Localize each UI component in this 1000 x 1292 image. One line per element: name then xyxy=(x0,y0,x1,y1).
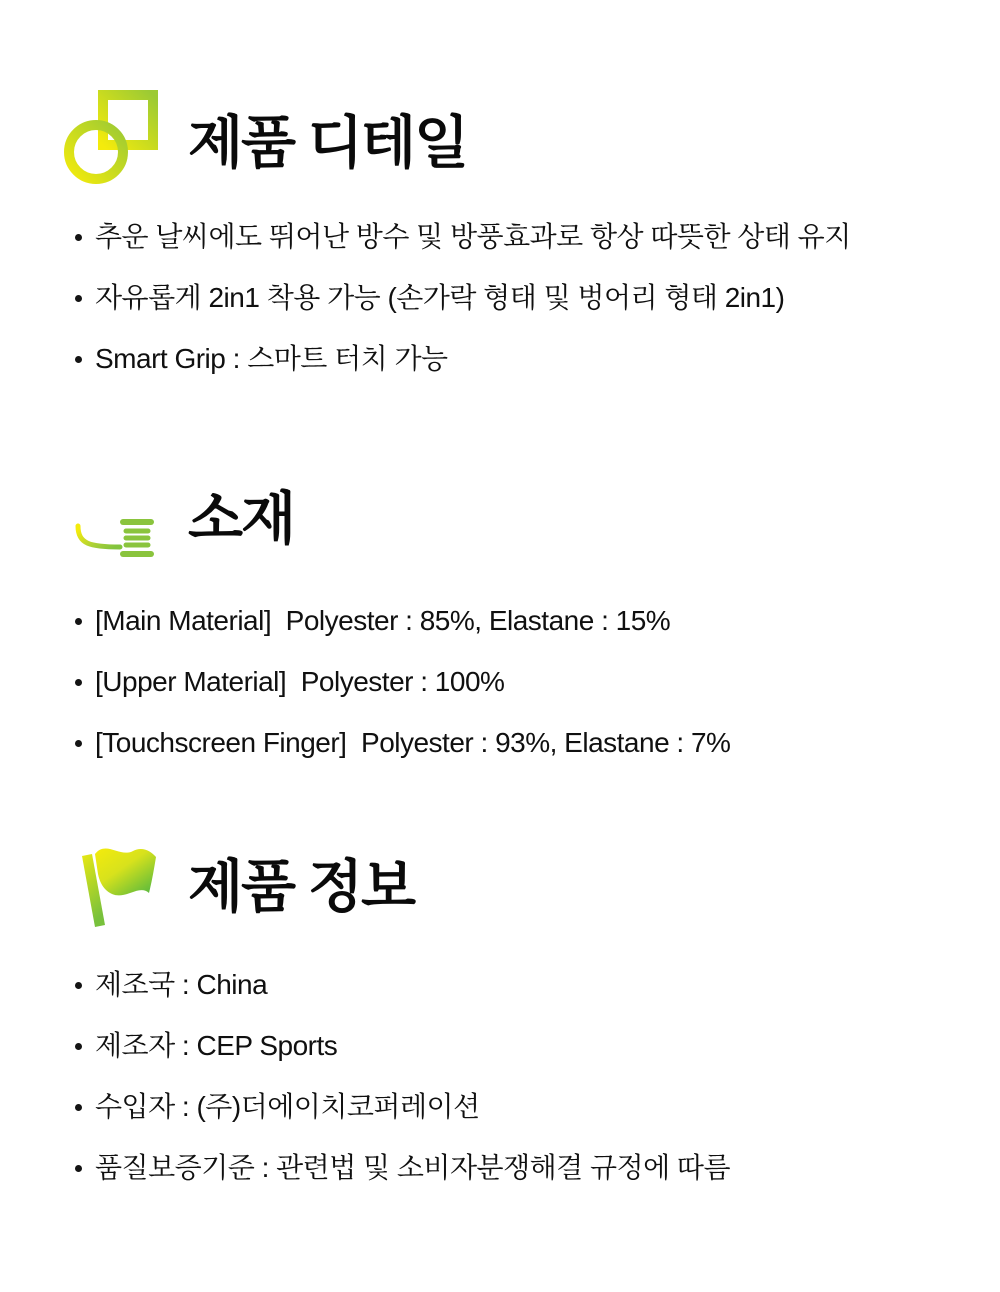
section-material xyxy=(62,464,960,760)
bullet-text: 품질보증기준 : 관련법 및 소비자분쟁해결 규정에 따름 xyxy=(95,1152,731,1183)
bullet-dot-icon xyxy=(75,740,82,747)
section-product-info xyxy=(62,832,960,1185)
section-header xyxy=(62,464,960,564)
list-item xyxy=(75,726,960,760)
bullet-dot-icon xyxy=(75,356,82,363)
bullet-list xyxy=(62,604,960,760)
fabric-spool-icon xyxy=(62,464,162,564)
bullet-text: 자유롭게 2in1 착용 가능 (손가락 형태 및 벙어리 형태 2in1) xyxy=(95,282,785,313)
bullet-list xyxy=(62,220,960,376)
list-item xyxy=(75,342,960,376)
bullet-dot-icon xyxy=(75,982,82,989)
bullet-text: 제조자 : CEP Sports xyxy=(95,1030,338,1061)
product-detail-page xyxy=(0,88,1000,1292)
bullet-text: 추운 날씨에도 뛰어난 방수 및 방풍효과로 항상 따뜻한 상태 유지 xyxy=(95,221,851,252)
section-title: 제품 디테일 xyxy=(188,111,468,175)
bullet-list xyxy=(62,968,960,1185)
bullet-dot-icon xyxy=(75,618,82,625)
bullet-dot-icon xyxy=(75,1165,82,1172)
section-title: 소재 xyxy=(188,487,295,551)
flag-icon xyxy=(62,832,162,932)
list-item xyxy=(75,1029,960,1063)
bullet-text: Smart Grip : 스마트 터치 가능 xyxy=(95,343,448,374)
bullet-dot-icon xyxy=(75,1104,82,1111)
section-header xyxy=(62,832,960,932)
list-item xyxy=(75,604,960,638)
bullet-text: 제조국 : China xyxy=(95,969,268,1000)
section-header xyxy=(62,88,960,188)
bullet-dot-icon xyxy=(75,295,82,302)
list-item xyxy=(75,968,960,1002)
bullet-dot-icon xyxy=(75,234,82,241)
bullet-text: [Main Material] Polyester : 85%, Elastane : 15% xyxy=(95,605,671,636)
section-product-detail xyxy=(62,88,960,376)
bullet-text: 수입자 : (주)더에이치코퍼레이션 xyxy=(95,1091,480,1122)
bullet-dot-icon xyxy=(75,679,82,686)
bullet-text: [Upper Material] Polyester : 100% xyxy=(95,666,505,697)
list-item xyxy=(75,1151,960,1185)
list-item xyxy=(75,281,960,315)
list-item xyxy=(75,1090,960,1124)
bullet-dot-icon xyxy=(75,1043,82,1050)
bullet-text: [Touchscreen Finger] Polyester : 93%, Elastane : 7% xyxy=(95,727,731,758)
list-item xyxy=(75,665,960,699)
section-title: 제품 정보 xyxy=(188,855,415,919)
circle-square-icon xyxy=(62,88,162,188)
list-item xyxy=(75,220,960,254)
